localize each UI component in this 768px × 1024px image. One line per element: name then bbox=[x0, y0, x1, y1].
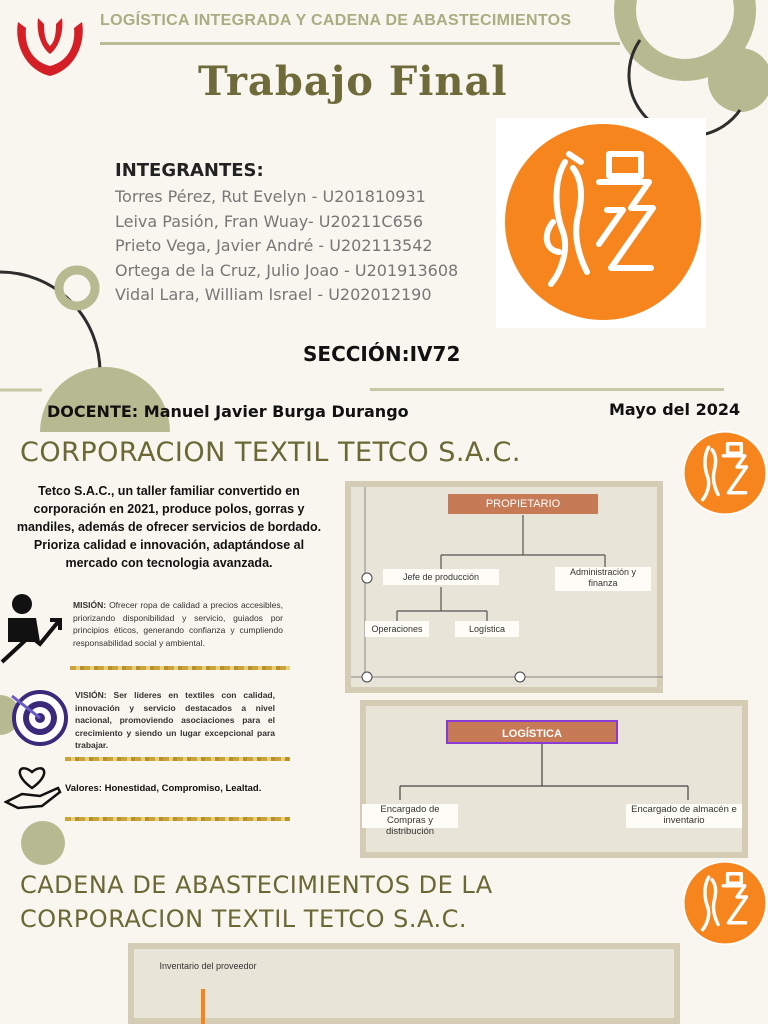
org-node-admin: Administración y finanza bbox=[555, 567, 651, 591]
org-chart-panel bbox=[345, 481, 663, 693]
team-member: Torres Pérez, Rut Evelyn - U201810931 bbox=[115, 187, 426, 206]
company-heading: CORPORACION TEXTIL TETCO S.A.C. bbox=[20, 437, 521, 468]
logistics-node-header: LOGÍSTICA bbox=[446, 720, 618, 744]
heart-hand-icon bbox=[4, 762, 62, 812]
team-heading: INTEGRANTES: bbox=[115, 160, 264, 181]
company-intro: Tetco S.A.C., un taller familiar convertido en corporación en 2021, produce polos, gorras y mandiles, además de ofrecer servicios de bordado. Prioriza calidad e innovación, adaptándose al mercado con tecnologia avanzada. bbox=[16, 484, 322, 570]
docente-name: : Manuel Javier Burga Durango bbox=[131, 402, 409, 421]
org-node-owner: PROPIETARIO bbox=[448, 494, 598, 514]
team-member: Leiva Pasión, Fran Wuay- U20211C656 bbox=[115, 212, 424, 231]
logistics-node-purchasing: Encargado de Compras y distribución bbox=[362, 804, 458, 828]
logistics-node-warehouse: Encargado de almacén e inventario bbox=[626, 804, 742, 828]
course-title: LOGÍSTICA INTEGRADA Y CADENA DE ABASTECIMIENTOS bbox=[100, 12, 572, 29]
team-member: Vidal Lara, William Israel - U202012190 bbox=[115, 285, 432, 304]
deco-arc-left bbox=[0, 272, 100, 372]
gold-divider bbox=[65, 817, 290, 821]
needle-thread-logo-icon bbox=[682, 430, 768, 516]
supply-chain-panel bbox=[128, 943, 680, 1024]
target-icon bbox=[10, 688, 68, 746]
gold-divider bbox=[65, 757, 290, 761]
org-node-operations: Operaciones bbox=[365, 621, 429, 637]
section-divider bbox=[370, 388, 724, 391]
university-logo-icon bbox=[8, 10, 92, 82]
gold-divider bbox=[70, 666, 290, 670]
header-divider bbox=[100, 42, 620, 45]
page-title: Trabajo Final bbox=[198, 58, 508, 105]
mision-label: MISIÓN: bbox=[73, 600, 107, 610]
supply-chain-heading: CADENA DE ABASTECIMIENTOS DE LA CORPORACION TEXTIL TETCO S.A.C. bbox=[20, 871, 493, 933]
deco-ring-left bbox=[59, 270, 95, 306]
org-node-production: Jefe de producción bbox=[383, 569, 499, 585]
docente-line bbox=[47, 402, 409, 421]
deco-dot-left-bottom bbox=[21, 821, 65, 865]
report-date: Mayo del 2024 bbox=[609, 400, 741, 419]
supply-node-provider-inventory: Inventario del proveedor bbox=[159, 961, 257, 971]
logistics-chart-panel bbox=[360, 700, 748, 858]
org-node-logistics: Logística bbox=[455, 621, 519, 637]
needle-thread-logo-icon bbox=[503, 122, 703, 322]
docente-label: DOCENTE bbox=[47, 402, 132, 421]
needle-thread-logo-icon bbox=[682, 860, 768, 946]
vision-body: Ser líderes en textiles con calidad, innovación y servicio destacados a nivel nacional, promoviendo asociaciones para el crecimiento y siendo un lugar excepcional para trabajar. bbox=[75, 690, 275, 750]
team-member: Ortega de la Cruz, Julio Joao - U201913608 bbox=[115, 261, 459, 280]
deco-half-circle-left bbox=[40, 367, 170, 432]
valores-text: Valores: Honestidad, Compromiso, Lealtad. bbox=[65, 783, 262, 794]
section-label: SECCIÓN:IV72 bbox=[303, 342, 461, 366]
team-member: Prieto Vega, Javier André - U202113542 bbox=[115, 236, 433, 255]
vision-text bbox=[75, 689, 275, 752]
mision-text bbox=[73, 599, 283, 649]
vision-label: VISIÓN: bbox=[75, 690, 107, 700]
supply-chain-arrow bbox=[188, 989, 218, 1024]
mision-body: Ofrecer ropa de calidad a precios accesibles, priorizando disponibilidad y servicio, guiados por principios éticos, generando confianza y cumpliendo responsabilidad social y ambiental. bbox=[73, 600, 283, 648]
person-growth-icon bbox=[0, 592, 62, 664]
